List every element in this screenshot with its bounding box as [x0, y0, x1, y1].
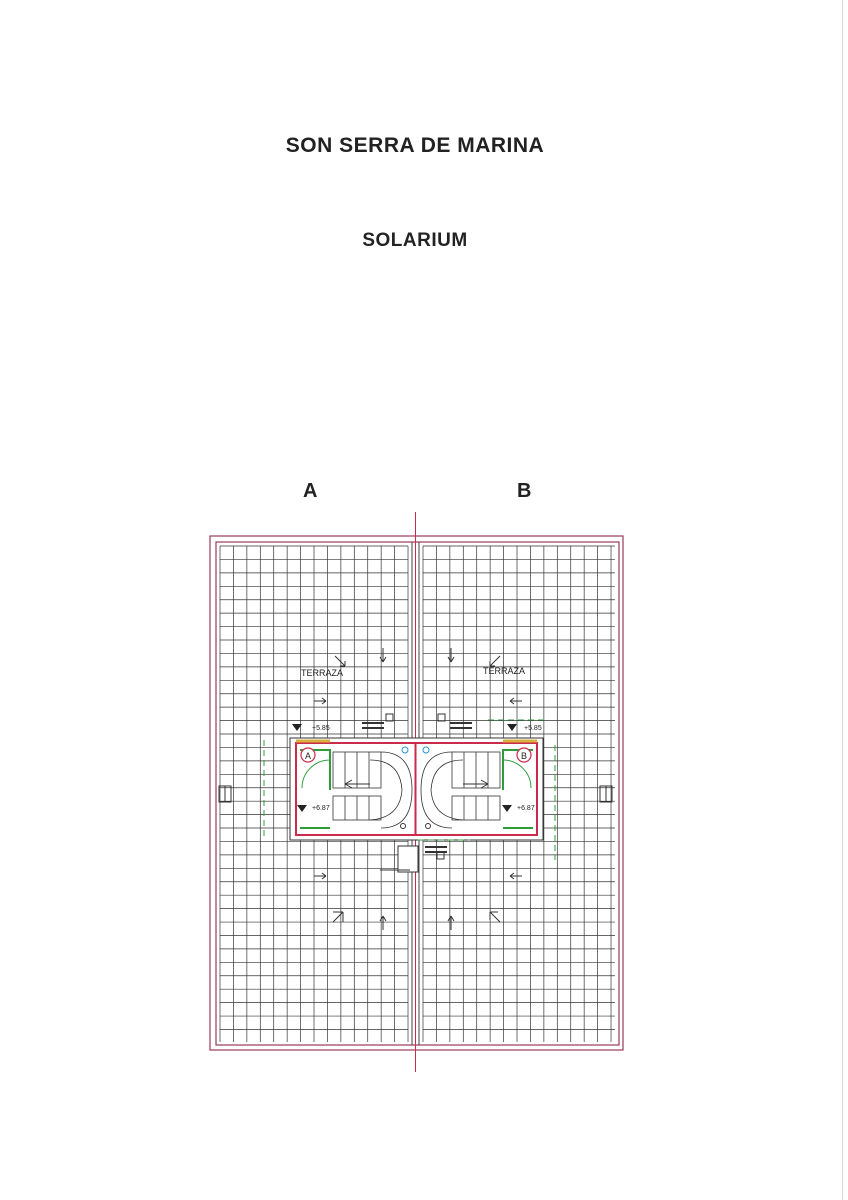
level-upper-b: +5.85: [524, 725, 542, 732]
stair-core: [290, 714, 543, 859]
plan-title: SOLARIUM: [362, 230, 468, 251]
level-lower-b: +6.87: [517, 805, 535, 812]
project-title: SON SERRA DE MARINA: [285, 134, 545, 157]
unit-label-b: B: [517, 480, 532, 502]
level-upper-a: +5.85: [312, 725, 330, 732]
door-tag-b-text: B: [520, 751, 528, 761]
level-lower-a: +6.87: [312, 805, 330, 812]
terrace-label-b: TERRAZA: [483, 666, 526, 676]
unit-label-a: A: [303, 480, 318, 502]
level-marker: [507, 724, 517, 731]
terrace-label-a: TERRAZA: [301, 668, 344, 678]
shaft-block: [398, 846, 418, 872]
door-tag-a-text: A: [304, 751, 312, 761]
